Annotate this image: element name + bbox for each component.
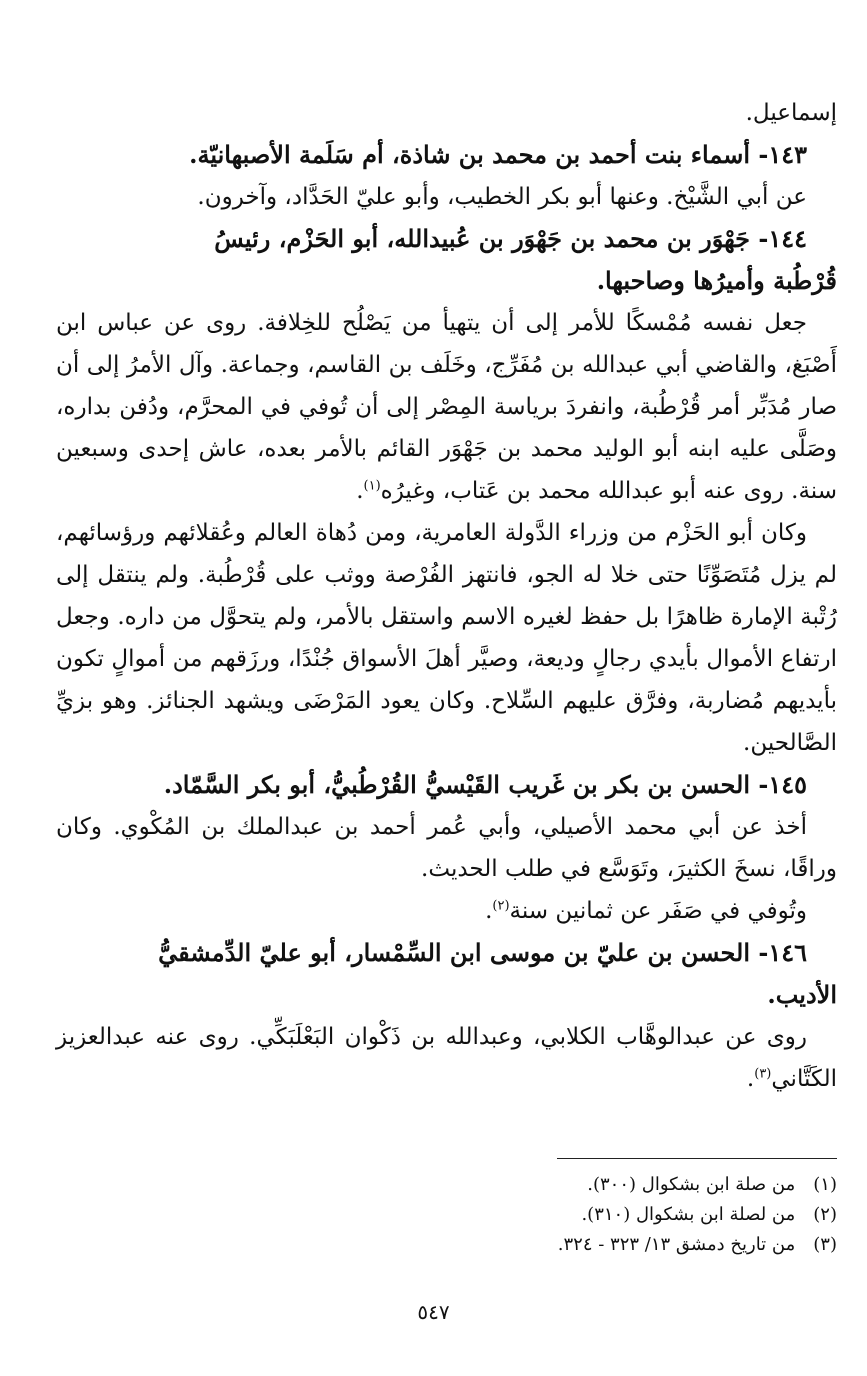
main-text — [56, 92, 837, 1100]
footnote — [56, 1200, 837, 1230]
footnote-number: (٣) — [813, 1234, 837, 1255]
entry-paragraph — [56, 302, 837, 512]
entry-heading-146-cont: الأديب. — [767, 980, 837, 1009]
paragraph-end: . — [746, 1066, 755, 1092]
entry-heading-143: ١٤٣- أسماء بنت أحمد بن محمد بن شاذة، أم سَلَمة الأصبهانيّة. — [189, 140, 807, 169]
entry-heading-144-cont: قُرْطُبة وأميرُها وصاحبها. — [596, 266, 837, 295]
footnote — [56, 1230, 837, 1260]
page-number: ٥٤٧ — [417, 1300, 450, 1324]
footnote-ref: (١) — [363, 478, 381, 494]
entry-paragraph: أخذ عن أبي محمد الأصيلي، وأبي عُمر أحمد بن عبدالملك بن المُكْوي. وكان وراقًا، نسخَ الكثيرَ، وتَوَسَّع في طلب الحديث. — [56, 814, 837, 882]
entry-body-143: عن أبي الشَّيْخ. وعنها أبو بكر الخطيب، وأبو عليّ الحَدَّاد، وآخرون. — [197, 184, 807, 210]
footnote-divider — [557, 1158, 837, 1159]
entry-paragraph: وكان أبو الحَزْم من وزراء الدَّولة العامرية، ومن دُهاة العالم وعُقلائهم ورؤسائهم، لم يزل مُتَصَوِّنًا حتى خلا له الجو، فانتهز الفُرْصة ووثب على قُرْطُبة. ولم ينتقل إلى رُتْبة الإمارة ظاهرًا بل حفظ لغيره الاسم واستقل بالأمر، ولم يتحوَّل من داره. وجعل ارتفاع الأموال بأيدي رجالٍ وديعة، وصيَّر أهلَ الأسواق جُنْدًا، ورزَقهم من أموالٍ تكون بأيديهم مُضاربة، وفرَّق عليهم السِّلاح. وكان يعود المَرْضَى ويشهد الجنائز. وهو بزيِّ الصَّالحين. — [56, 520, 838, 756]
paragraph-end: . — [356, 478, 364, 504]
text-line: إسماعيل. — [745, 100, 837, 126]
entry-heading-146: ١٤٦- الحسن بن عليّ بن موسى ابن السِّمْسار، أبو عليّ الدِّمشقيُّ — [158, 938, 807, 967]
footnotes — [56, 1170, 837, 1260]
footnote-ref: (٣) — [754, 1066, 772, 1082]
footnote-text: من صلة ابن بشكوال (٣٠٠). — [587, 1174, 796, 1195]
entry-heading-144: ١٤٤- جَهْوَر بن محمد بن جَهْوَر بن عُبيدالله، أبو الحَزْم، رئيسُ — [214, 224, 807, 253]
footnote — [56, 1170, 837, 1200]
footnote-text: من تاريخ دمشق ١٣/ ٣٢٣ - ٣٢٤. — [557, 1234, 796, 1255]
entry-paragraph — [56, 1016, 837, 1100]
entry-paragraph — [56, 890, 837, 932]
footnote-text: من لصلة ابن بشكوال (٣١٠). — [581, 1204, 796, 1225]
paragraph-text: وتُوفي في صَفَر عن ثمانين سنة — [509, 898, 807, 924]
paragraph-text: جعل نفسه مُمْسكًا للأمر إلى أن يتهيأ من يَصْلُح للخِلافة. روى عن عباس ابن أَصْبَغ، والقاضي أبي عبدالله بن مُفَرِّج، وخَلَف بن القاسم، وجماعة. وآل الأمرُ إلى أن صار مُدَبِّر أمر قُرْطُبة، وانفردَ برياسة المِصْر إلى أن تُوفي في المحرَّم، ودُفن بداره، وصَلَّى عليه ابنه أبو الوليد محمد بن جَهْوَر القائم بالأمر بعده، عاش إحدى وسبعين سنة. روى عنه أبو عبدالله محمد بن عَتاب، وغيرُه — [56, 310, 837, 504]
footnote-number: (٢) — [813, 1204, 837, 1225]
paragraph-end: . — [485, 898, 493, 924]
footnote-ref: (٢) — [492, 898, 510, 914]
paragraph-text: روى عن عبدالوهَّاب الكلابي، وعبدالله بن ذَكْوان البَعْلَبَكِّي. روى عنه عبدالعزيز الكَتَّاني — [56, 1024, 837, 1092]
entry-heading-145: ١٤٥- الحسن بن بكر بن غَريب القَيْسيُّ القُرْطُبيُّ، أبو بكر السَّمّاد. — [163, 770, 807, 799]
footnote-number: (١) — [813, 1174, 837, 1195]
